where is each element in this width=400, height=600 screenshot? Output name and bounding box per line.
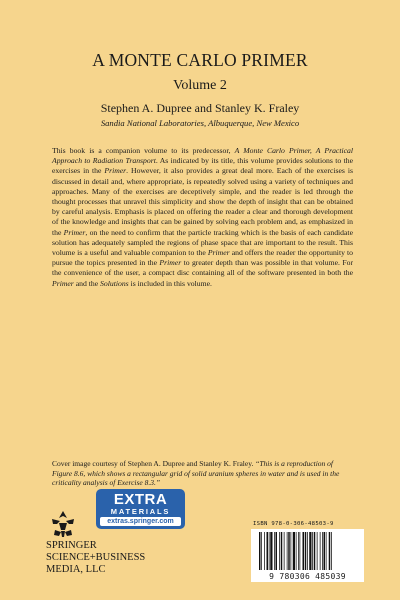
barcode-bar [317, 532, 318, 570]
description-text: . However, it also provides a great deal more. Each of the exercises is discussed in detail and, where appropriate, is repeatedly solved using a variety of techniques and approaches. Many of the exercises are deceptively simple, and the reader is led through the thought processes that unravel this simplicity and show the depth of insight that can be obtained by careful analysis. Emphasis is placed on offering the reader a clear and thorough development of the knowledge and insights that can be gained by solving each problem and, as emphasized in the [52, 166, 353, 237]
description-emphasis: A Monte Carlo Primer, A Practical Approach to Radiation Transport [52, 146, 353, 166]
barcode-bar [279, 532, 280, 570]
springer-knight-icon [49, 510, 77, 538]
isbn-label: ISBN 978-0-306-48503-9 [253, 521, 334, 527]
barcode-bar [287, 532, 288, 570]
badge-subtitle: MATERIALS [110, 507, 171, 516]
barcode-bar [296, 532, 297, 570]
barcode-bar [331, 532, 332, 570]
barcode-bar [288, 532, 290, 570]
barcode-bar [298, 532, 299, 570]
barcode-bar [264, 532, 265, 570]
description-emphasis: Solutions [100, 278, 129, 288]
barcode-bar [322, 532, 323, 570]
extra-materials-badge[interactable] [96, 489, 185, 529]
barcode-bar [303, 532, 305, 570]
cover-image-credit [52, 459, 353, 488]
description-emphasis: Primer [63, 227, 86, 237]
barcode-bar [276, 532, 278, 570]
description-paragraph [52, 146, 353, 289]
barcode-bar [261, 532, 262, 570]
barcode-bar [314, 532, 316, 570]
barcode [251, 529, 364, 582]
barcode-bar [293, 532, 295, 570]
badge-url[interactable]: extras.springer.com [100, 517, 181, 526]
barcode-bar [309, 532, 311, 570]
description-text: . As indicated by its title, this volume provides solutions to the exercises in the [52, 156, 354, 176]
barcode-bar [270, 532, 272, 570]
publisher-line: SPRINGER SCIENCE+BUSINESS [46, 540, 146, 563]
barcode-digits: 9 780306 485039 [269, 572, 346, 581]
credit-quote: “This is a reproduction of Figure 8.6, which shows a rectangular grid of solid uranium spheres in water and is used in the criticality analysis of Exercise 8.3.” [52, 459, 340, 487]
description-emphasis: Primer [52, 278, 74, 288]
barcode-bar [305, 532, 307, 570]
barcode-bar [326, 532, 327, 570]
barcode-bar [259, 532, 261, 570]
badge-title: EXTRA [113, 491, 168, 508]
barcode-bar [269, 532, 270, 570]
affiliation: Sandia National Laboratories, Albuquerque, New Mexico [100, 118, 300, 128]
authors: Stephen A. Dupree and Stanley K. Fraley [100, 101, 300, 115]
barcode-bar [291, 532, 292, 570]
barcode-bar [312, 532, 313, 570]
publisher-name [46, 540, 196, 576]
volume-label: Volume 2 [173, 78, 227, 93]
barcode-bar [281, 532, 283, 570]
barcode-bar [307, 532, 308, 570]
description-text: , on the need to confirm that the particle tracking which is the basis of each candidate solution has adequately sampled the regions of phase space that are important to the result. This volume is a useful and valuable companion to the [52, 227, 353, 258]
book-title: A MONTE CARLO PRIMER [92, 50, 308, 70]
barcode-bar [329, 532, 331, 570]
barcode-bar [274, 532, 275, 570]
description-text: to greater depth than was possible in that volume. For the convenience of the user, a compact disc containing all of the software presented in both the [52, 258, 354, 278]
description-emphasis: Primer [159, 258, 182, 268]
description-text: is included in this volume. [128, 278, 212, 288]
barcode-bar [320, 532, 321, 570]
description-text: and the [73, 278, 101, 288]
barcode-bar [300, 532, 301, 570]
barcode-bar [324, 532, 326, 570]
barcode-bar [267, 532, 269, 570]
credit-text: Cover image courtesy of Stephen A. Dupree and Stanley K. Fraley. [52, 459, 256, 468]
description-text: and offers the reader the opportunity to pursue the topics presented in the [52, 248, 353, 268]
barcode-bar [284, 532, 285, 570]
description-text: This book is a companion volume to its predecessor, [52, 146, 235, 155]
barcode-bars [259, 532, 356, 571]
description-emphasis: Primer [207, 248, 230, 258]
publisher-line: MEDIA, LLC [46, 564, 106, 575]
description-emphasis: Primer [104, 166, 127, 176]
